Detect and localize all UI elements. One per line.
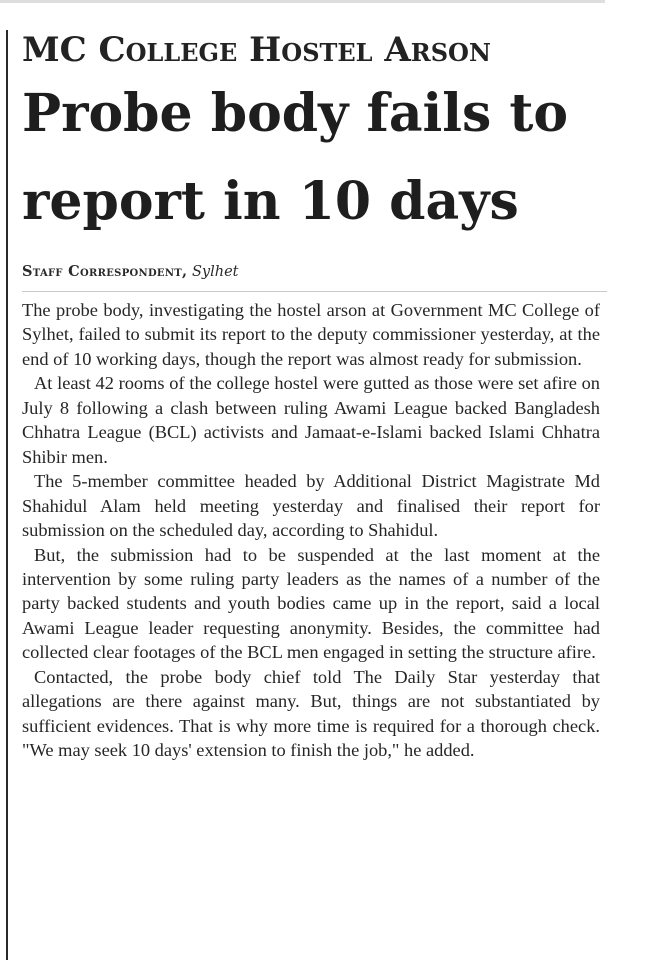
byline-divider	[22, 291, 607, 292]
byline	[22, 262, 604, 282]
article-headline: Probe body fails to report in 10 days	[22, 83, 569, 232]
news-article	[22, 28, 604, 763]
column-rule	[6, 30, 8, 960]
byline-author: Staff Correspondent,	[22, 263, 188, 280]
paragraph: But, the submission had to be suspended at the last moment at the intervention by some ruling party leaders as the names of a number of the party backed students and youth bodies came up in the report, said a local Awami League leader requesting anonymity. Besides, the committee had collected clear footages of the BCL men engaged in setting the structure afire.	[22, 544, 600, 663]
article-body	[22, 298, 600, 763]
paragraph: The 5-member committee headed by Additional District Magistrate Md Shahidul Alam held meeting yesterday and finalised their report for submission on the scheduled day, according to Shahidul.	[22, 471, 600, 541]
paragraph: The probe body, investigating the hostel arson at Government MC College of Sylhet, failed to submit its report to the deputy commissioner yesterday, at the end of 10 working days, though the report was almost ready for submission.	[22, 300, 600, 369]
paragraph: Contacted, the probe body chief told The Daily Star yesterday that allegations are there against many. But, things are not substantiated by sufficient evidences. That is why more time is required for a thorough check. "We may seek 10 days' extension to finish the job," he added.	[22, 666, 600, 761]
byline-location: Sylhet	[192, 264, 239, 280]
paragraph: At least 42 rooms of the college hostel were gutted as those were set afire on July 8 following a clash between ruling Awami League backed Bangladesh Chhatra League (BCL) activists and Jamaat-e-Islami backed Islami Chhatra Shibir men.	[22, 373, 600, 467]
article-kicker: MC College Hostel Arson	[22, 30, 491, 70]
top-rule	[0, 0, 605, 3]
